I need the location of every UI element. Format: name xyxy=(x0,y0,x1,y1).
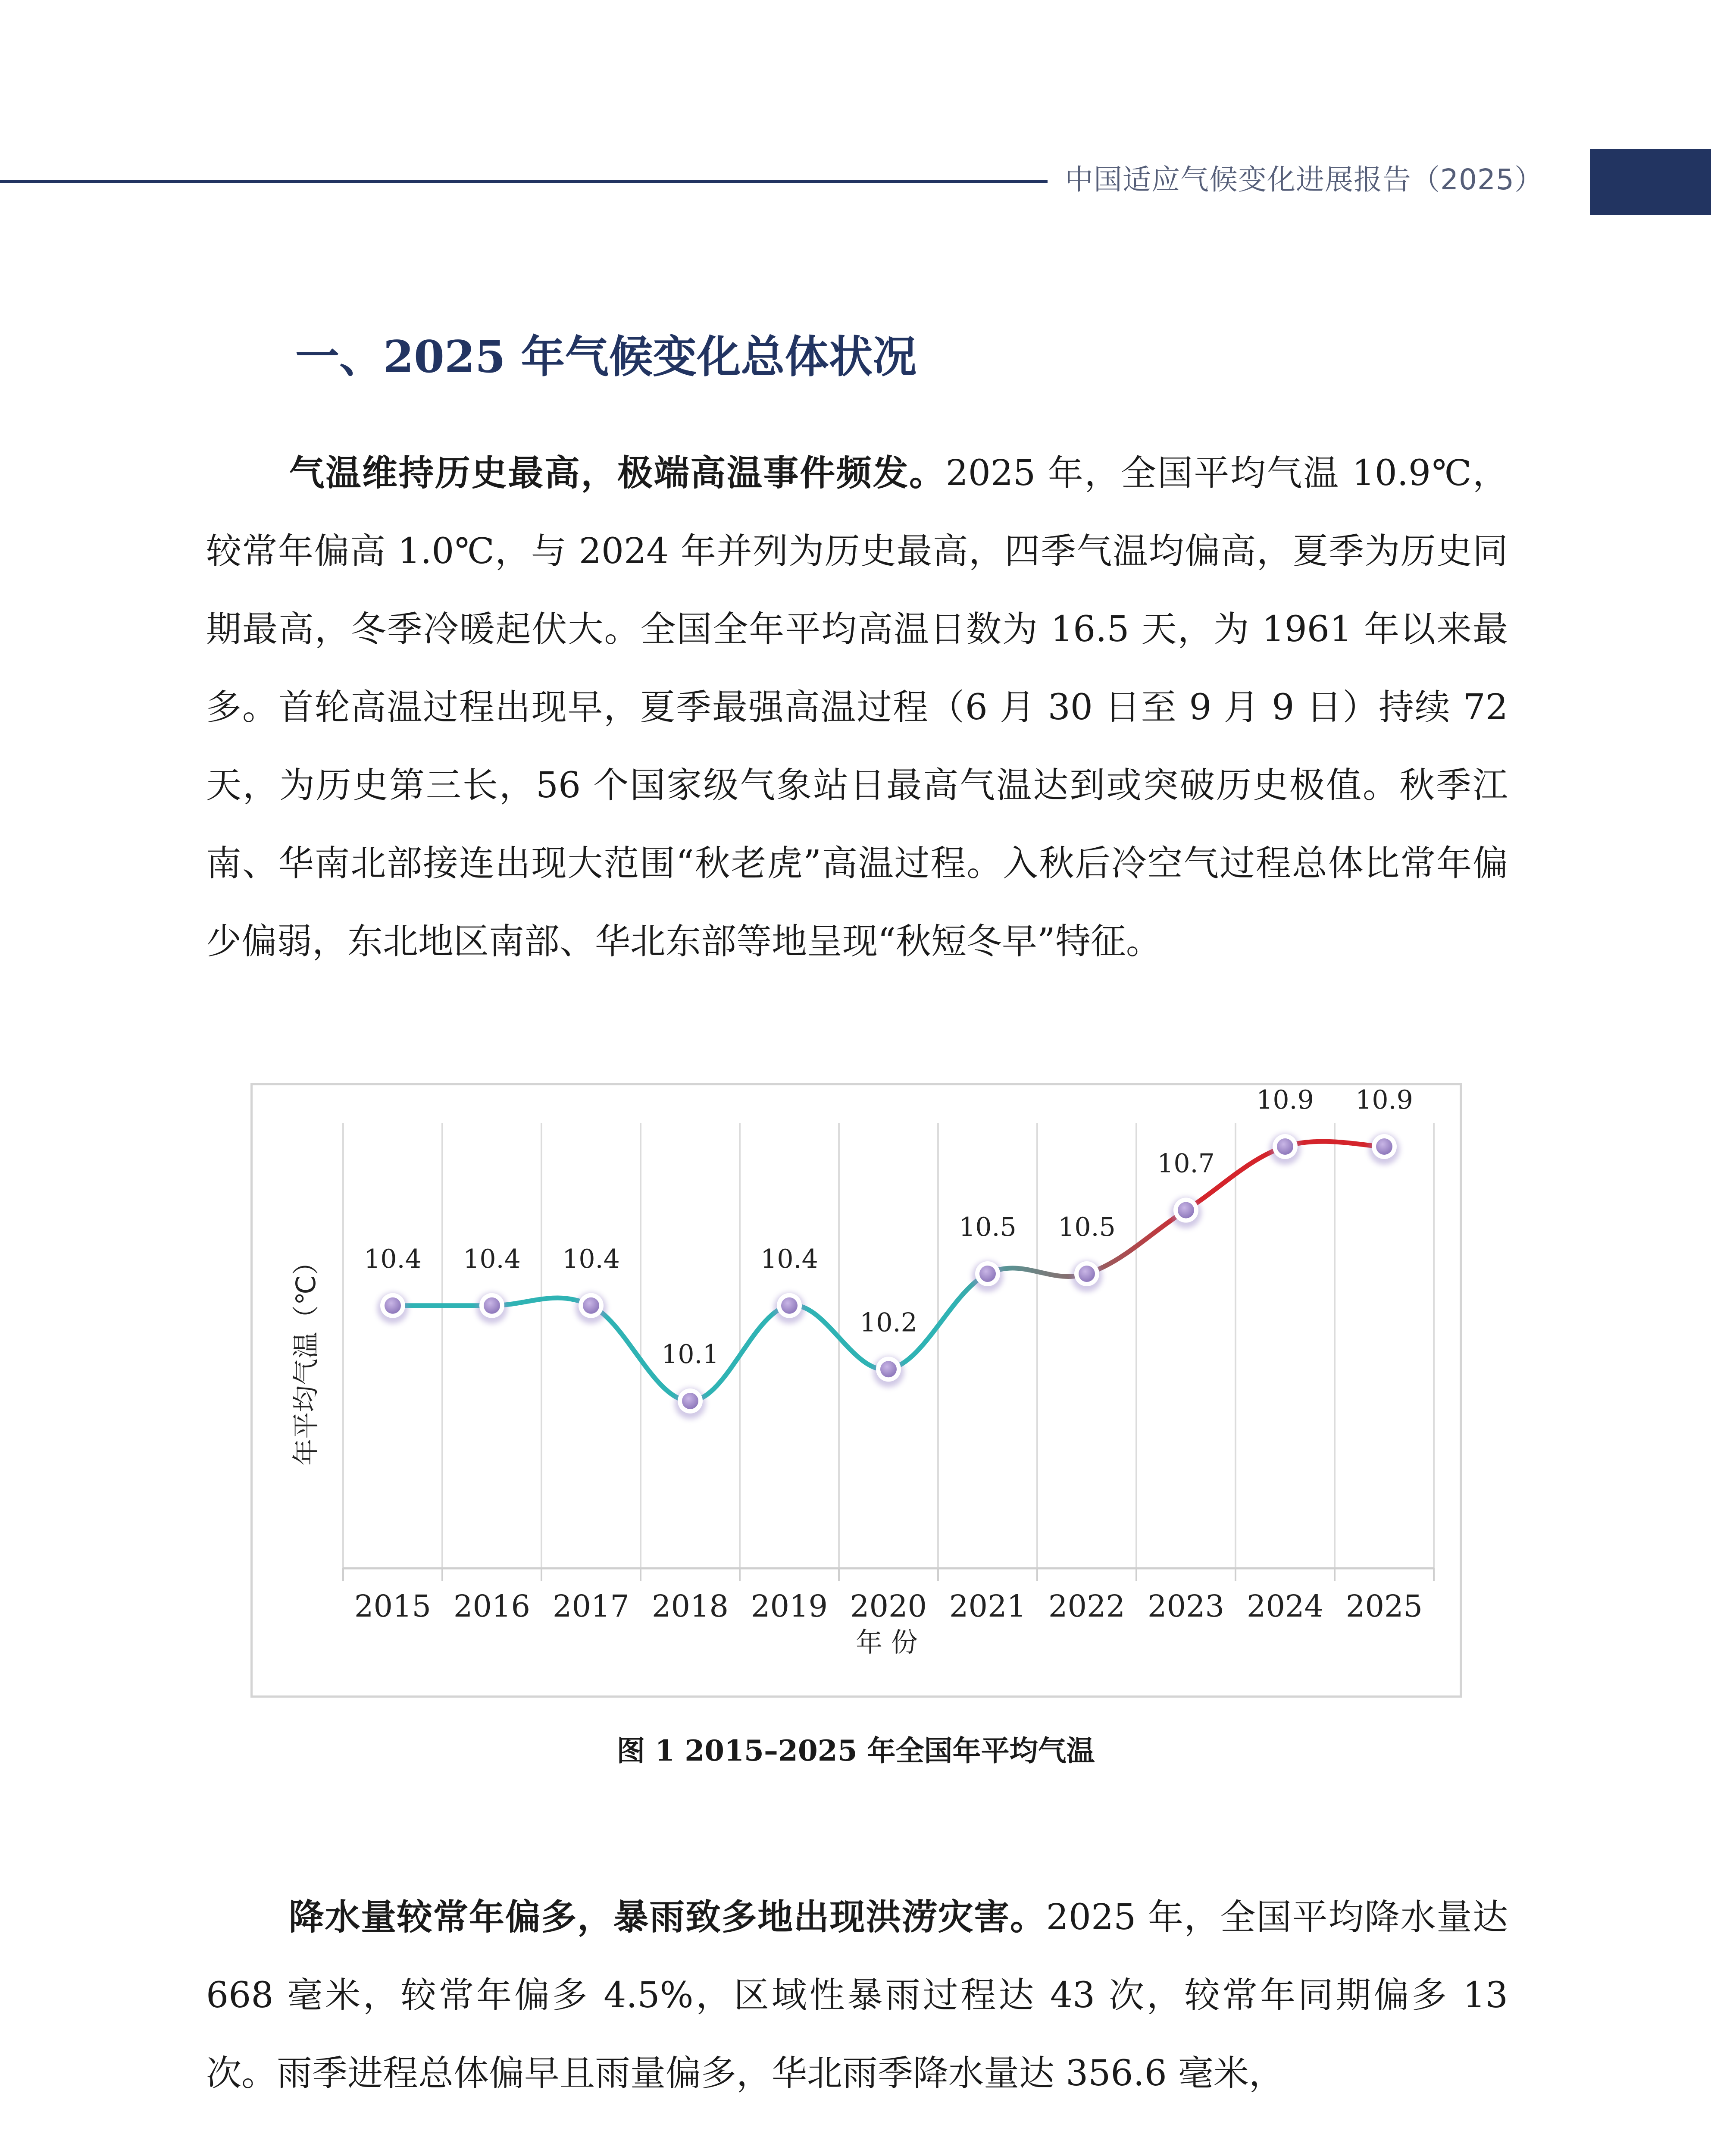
x-tick-label-2019: 2019 xyxy=(751,1589,828,1624)
data-label-2020: 10.2 xyxy=(860,1307,917,1338)
x-tick-label-2025: 2025 xyxy=(1345,1589,1423,1624)
figure-caption: 图 1 2015–2025 年全国年平均气温 xyxy=(616,1734,1095,1767)
x-tick-label-2022: 2022 xyxy=(1048,1589,1126,1624)
y-axis-label: 年平均气温（℃） xyxy=(290,1248,322,1466)
data-point-2018 xyxy=(675,1388,706,1419)
paragraph-precipitation xyxy=(206,1878,1508,2112)
section-heading: 一、2025 年气候变化总体状况 xyxy=(295,331,917,383)
temperature-line-chart xyxy=(250,1083,1462,1698)
data-point-2021 xyxy=(972,1261,1003,1292)
data-point-2015 xyxy=(377,1293,408,1324)
x-tick-label-2020: 2020 xyxy=(850,1589,927,1624)
header-color-block xyxy=(1590,149,1711,215)
x-tick-label-2021: 2021 xyxy=(949,1589,1026,1624)
x-tick-label-2018: 2018 xyxy=(651,1589,729,1624)
running-header: 中国适应气候变化进展报告（2025） xyxy=(1065,163,1543,196)
x-axis-ticks xyxy=(343,1568,1434,1581)
data-label-2022: 10.5 xyxy=(1058,1212,1116,1242)
x-tick-label-2016: 2016 xyxy=(453,1589,531,1624)
data-point-2020 xyxy=(873,1356,904,1387)
data-point-2019 xyxy=(774,1293,805,1324)
series-markers xyxy=(377,1134,1400,1419)
data-label-2021: 10.5 xyxy=(959,1212,1017,1242)
data-label-2019: 10.4 xyxy=(760,1244,818,1274)
data-point-2025 xyxy=(1369,1134,1400,1165)
paragraph-temperature-body: 2025 年，全国平均气温 10.9℃，较常年偏高 1.0℃，与 2024 年并列为历史最高，四季气温均偏高，夏季为历史同期最高，冬季冷暖起伏大。全国全年平均高温日数为 16.5 天，为 1961 年以来最多。首轮高温过程出现早，夏季最强高温过程（6 月 30 日至 9 月 9 日）持续 72 天，为历史第三长，56 个国家级气象站日最高气温达到或突破历史极值。秋季江南、华南北部接连出现大范围“秋老虎”高温过程。入秋后冷空气过程总体比常年偏少偏弱，东北地区南部、华北东部等地呈现“秋短冬早”特征。 xyxy=(206,453,1508,962)
x-tick-label-2017: 2017 xyxy=(552,1589,630,1624)
paragraph-precipitation-body: 2025 年，全国平均降水量达 668 毫米，较常年偏多 4.5%，区域性暴雨过程达 43 次，较常年同期偏多 13 次。雨季进程总体偏早且雨量偏多，华北雨季降水量达 356.6 毫米， xyxy=(206,1897,1508,2094)
data-label-2016: 10.4 xyxy=(463,1244,521,1274)
data-point-2017 xyxy=(576,1293,607,1324)
x-tick-labels xyxy=(354,1589,1423,1624)
data-labels xyxy=(364,1085,1413,1369)
data-point-2016 xyxy=(476,1293,507,1324)
header-rule xyxy=(0,180,1048,183)
data-label-2024: 10.9 xyxy=(1256,1085,1314,1115)
data-label-2015: 10.4 xyxy=(364,1244,422,1274)
paragraph-temperature-lead: 气温维持历史最高，极端高温事件频发。 xyxy=(288,452,946,494)
data-label-2018: 10.1 xyxy=(661,1339,719,1369)
data-point-2023 xyxy=(1170,1197,1201,1228)
paragraph-temperature xyxy=(206,434,1508,981)
data-label-2017: 10.4 xyxy=(562,1244,620,1274)
x-axis-label: 年 份 xyxy=(856,1626,918,1658)
data-point-2024 xyxy=(1270,1134,1301,1165)
paragraph-precipitation-lead: 降水量较常年偏多，暴雨致多地出现洪涝灾害。 xyxy=(288,1896,1046,1938)
data-label-2025: 10.9 xyxy=(1355,1085,1413,1115)
chart-gridlines xyxy=(343,1123,1434,1568)
data-label-2023: 10.7 xyxy=(1157,1148,1215,1179)
x-tick-label-2024: 2024 xyxy=(1246,1589,1324,1624)
data-point-2022 xyxy=(1071,1261,1102,1292)
x-tick-label-2015: 2015 xyxy=(354,1589,432,1624)
x-tick-label-2023: 2023 xyxy=(1147,1589,1225,1624)
